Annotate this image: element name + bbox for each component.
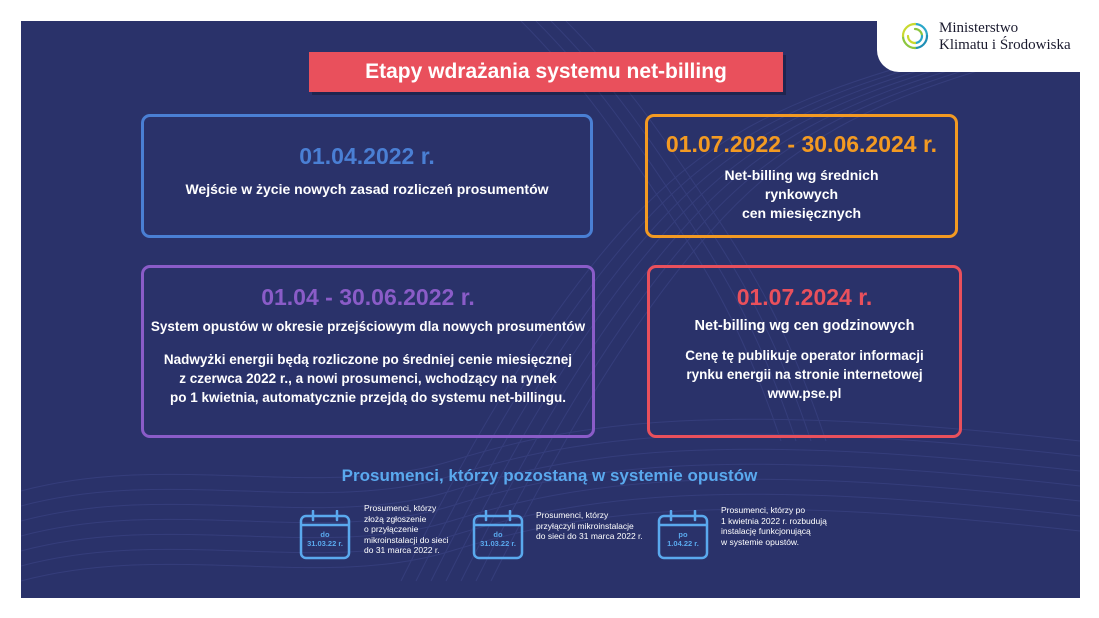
section-heading: Prosumenci, którzy pozostaną w systemie opustów xyxy=(341,466,758,485)
calendar-description xyxy=(364,503,449,556)
calendar-date: 1.04.22 r. xyxy=(667,539,699,548)
calendar-description-line: instalację funkcjonującą xyxy=(721,526,811,536)
stage-details xyxy=(650,346,959,403)
stage-description: Net-billing wg cen godzinowych xyxy=(694,318,915,334)
calendar-description-line: mikroinstalacji do sieci xyxy=(364,534,449,545)
calendar-description-line: Prosumenci, którzy xyxy=(364,503,437,513)
stage-card-hourly xyxy=(647,265,962,438)
stage-description: Wejście w życie nowych zasad rozliczeń prosumentów xyxy=(185,181,549,197)
calendar-date-label xyxy=(657,530,709,548)
calendar-description-line: Prosumenci, którzy po xyxy=(721,505,806,515)
stage-card-monthly xyxy=(645,114,958,238)
stage-description-line: cen miesięcznych xyxy=(741,205,862,221)
stage-card-transition xyxy=(141,265,595,438)
page-title: Etapy wdrażania systemu net-billing xyxy=(309,52,783,92)
ministry-name-line2: Klimatu i Środowiska xyxy=(939,37,1071,53)
calendar-prefix: po xyxy=(678,530,688,539)
stage-date: 01.04 - 30.06.2022 r. xyxy=(261,284,475,310)
calendar-date: 31.03.22 r. xyxy=(307,539,343,548)
stage-details xyxy=(144,350,592,407)
stage-description: System opustów w okresie przejściowym dla nowych prosumentów xyxy=(150,319,586,334)
calendar-description xyxy=(536,510,643,542)
calendar-description-line: przyłączyli mikroinstalacje xyxy=(536,520,634,531)
ministry-emblem-icon xyxy=(899,20,931,52)
ministry-name-line1: Ministerstwo xyxy=(939,20,1019,36)
stage-date: 01.07.2024 r. xyxy=(736,284,873,310)
calendar-prefix: do xyxy=(493,530,503,539)
stage-details-line: Cenę tę publikuje operator informacji xyxy=(685,348,924,363)
ministry-name xyxy=(939,20,1071,54)
ministry-logo xyxy=(877,0,1099,72)
stage-description xyxy=(648,166,955,223)
stage-details-line: rynku energii na stronie internetowej xyxy=(686,367,923,382)
calendar-date-label xyxy=(472,530,524,548)
stage-card-start xyxy=(141,114,593,238)
stage-details-line: Nadwyżki energii będą rozliczone po średniej cenie miesięcznej xyxy=(163,352,573,367)
calendar-description-line: do sieci do 31 marca 2022 r. xyxy=(536,531,643,541)
stage-details-line: po 1 kwietnia, automatycznie przejdą do systemu net-billingu. xyxy=(169,390,567,405)
stage-date: 01.07.2022 - 30.06.2024 r. xyxy=(665,131,938,157)
calendar-description-line: w systemie opustów. xyxy=(721,536,799,547)
stage-details-link: www.pse.pl xyxy=(767,386,842,401)
calendar-prefix: do xyxy=(320,530,330,539)
calendar-description-line: o przyłączenie xyxy=(364,524,419,534)
calendar-description-line: złożą zgłoszenie xyxy=(364,513,427,524)
calendar-date: 31.03.22 r. xyxy=(480,539,516,548)
stage-description-line: rynkowych xyxy=(764,186,839,202)
calendar-description-line: do 31 marca 2022 r. xyxy=(364,545,440,555)
calendar-description xyxy=(721,505,827,547)
stage-description-line: Net-billing wg średnich xyxy=(724,167,879,183)
stage-date: 01.04.2022 r. xyxy=(299,143,435,169)
calendar-date-label xyxy=(299,530,351,548)
calendar-description-line: 1 kwietnia 2022 r. rozbudują xyxy=(721,515,827,526)
stage-details-line: z czerwca 2022 r., a nowi prosumenci, wchodzący na rynek xyxy=(179,371,557,386)
calendar-description-line: Prosumenci, którzy xyxy=(536,510,609,520)
